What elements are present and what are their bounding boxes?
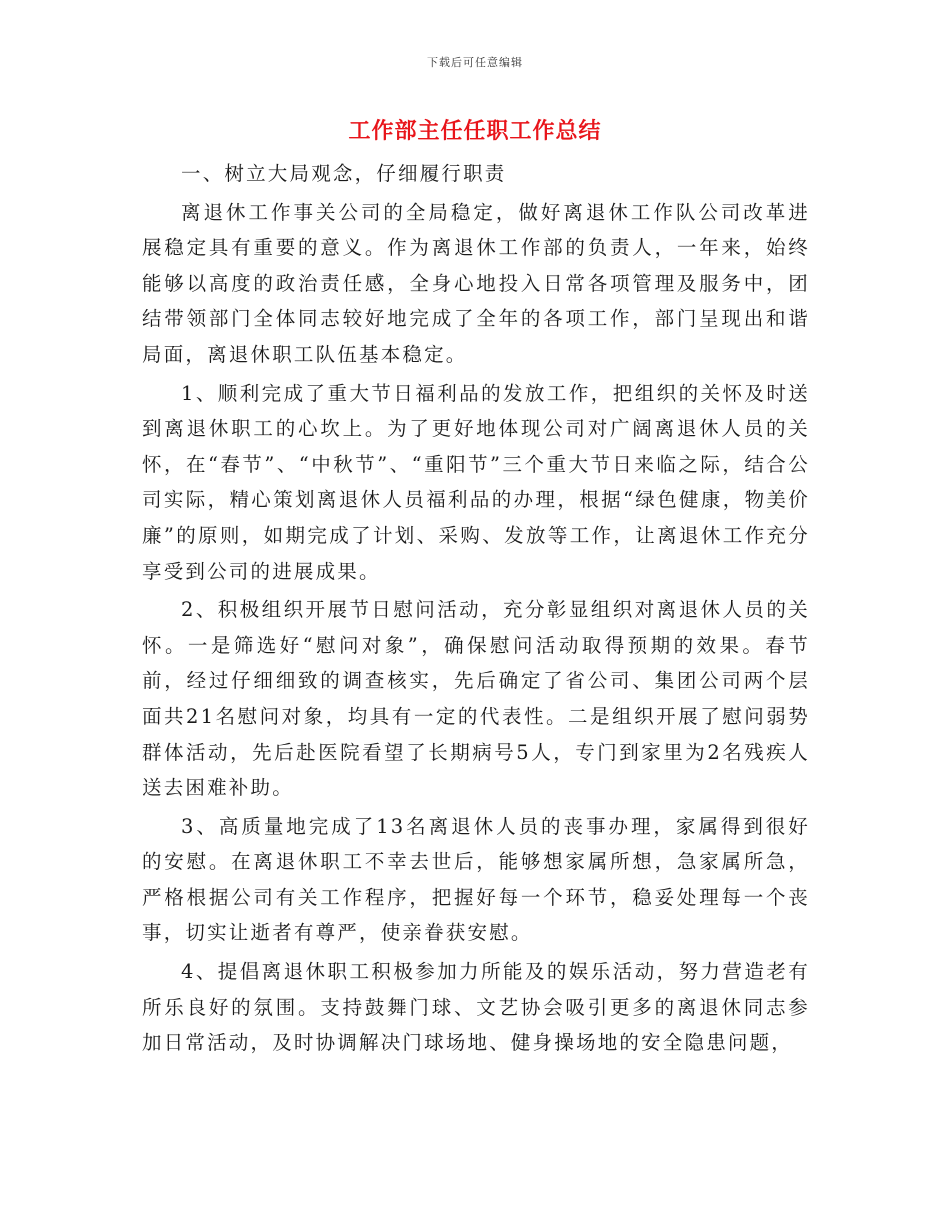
document-body — [142, 156, 810, 1064]
paragraph-intro: 离退休工作事关公司的全局稳定，做好离退休工作队公司改革进展稳定具有重要的意义。作为离退休工作部的负责人，一年来，始终能够以高度的政治责任感，全身心地投入日常各项管理及服务中，团结带领部门全体同志较好地完成了全年的各项工作，部门呈现出和谐局面，离退休职工队伍基本稳定。 — [142, 200, 810, 366]
paragraph-item-3: 3、高质量地完成了13名离退休人员的丧事办理，家属得到很好的安慰。在离退休职工不幸去世后，能够想家属所想，急家属所急，严格根据公司有关工作程序，把握好每一个环节，稳妥处理每一个丧事，切实让逝者有尊严，使亲眷获安慰。 — [142, 814, 810, 945]
paragraph-item-2: 2、积极组织开展节日慰问活动，充分彰显组织对离退休人员的关怀。一是筛选好“慰问对象”，确保慰问活动取得预期的效果。春节前，经过仔细细致的调查核实，先后确定了省公司、集团公司两个层面共21名慰问对象，均具有一定的代表性。二是组织开展了慰问弱势群体活动，先后赴医院看望了长期病号5人，专门到家里为2名残疾人送去困难补助。 — [142, 598, 810, 800]
paragraph-item-1: 1、顺利完成了重大节日福利品的发放工作，把组织的关怀及时送到离退休职工的心坎上。为了更好地体现公司对广阔离退休人员的关怀，在“春节”、“中秋节”、“重阳节”三个重大节日来临之际，结合公司实际，精心策划离退休人员福利品的办理，根据“绿色健康，物美价廉”的原则，如期完成了计划、采购、发放等工作，让离退休工作充分享受到公司的进展成果。 — [142, 381, 810, 583]
paragraph-item-4: 4、提倡离退休职工积极参加力所能及的娱乐活动，努力营造老有所乐良好的氛围。支持鼓舞门球、文艺协会吸引更多的离退休同志参加日常活动，及时协调解决门球场地、健身操场地的安全隐患问题， — [142, 960, 810, 1055]
section-heading: 一、树立大局观念，仔细履行职责 — [181, 162, 507, 185]
document-title: 工作部主任任职工作总结 — [348, 118, 602, 144]
header-note: 下载后可任意编辑 — [427, 56, 523, 69]
